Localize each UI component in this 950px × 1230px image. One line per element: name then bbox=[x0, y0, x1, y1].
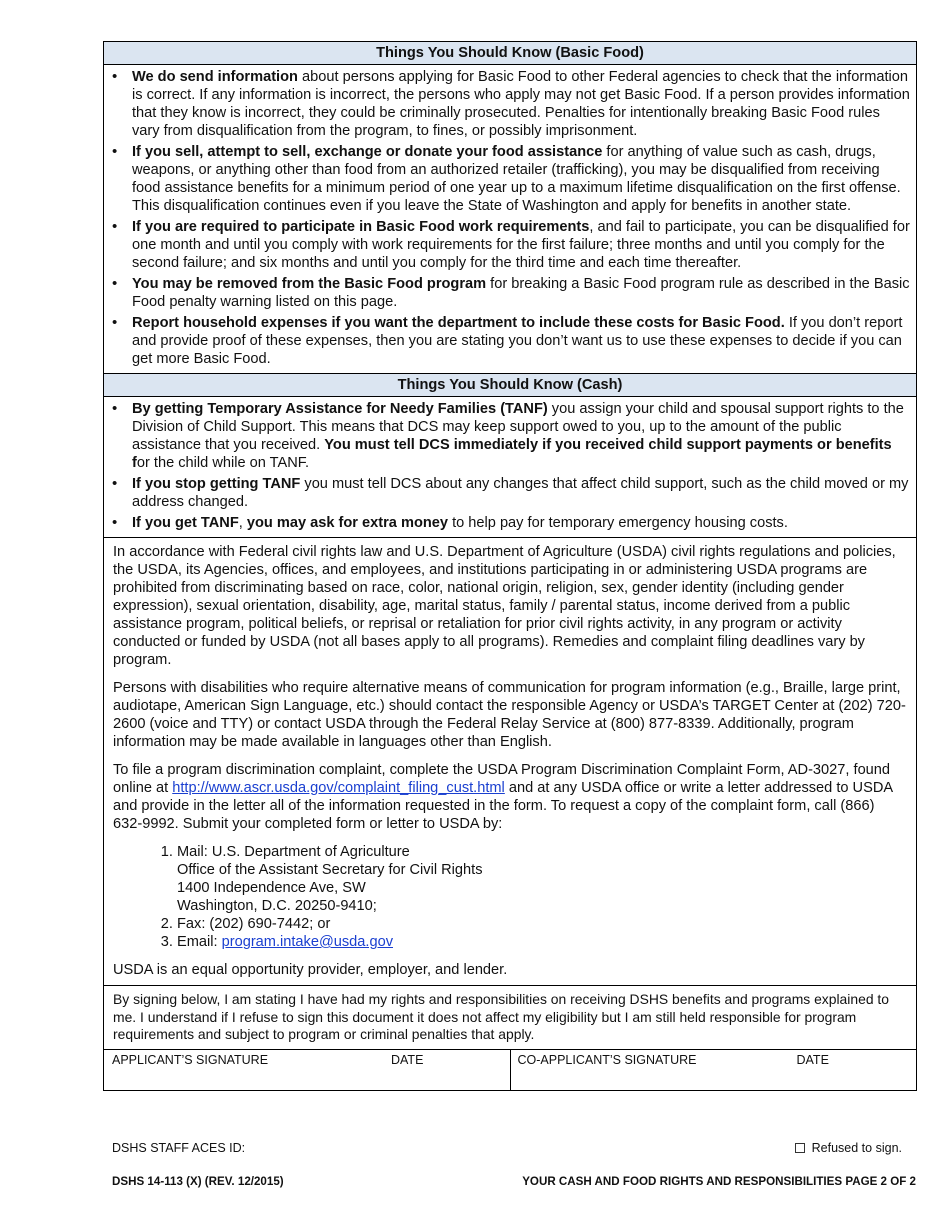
mail-line: 1400 Independence Ave, SW bbox=[177, 880, 366, 896]
mail-line: Office of the Assistant Secretary for Civil Rights bbox=[177, 862, 483, 878]
item-text: If you don’t report and provide proof of these expenses, then you are stating you don’t want us to use these expenses to decide if you can get more Basic Food. bbox=[132, 315, 903, 367]
nondiscrimination-paragraph: In accordance with Federal civil rights law and U.S. Department of Agriculture (USDA) civil rights regulations and policies, the USDA, its Agencies, offices, and employees, and institutions participating in or administering USDA programs are prohibited from discriminating based on race, color, national origin, religion, sex, gender identity (including gender expression), sexual orientation, disability, age, marital status, family / parental status, income derived from a public assistance program, political beliefs, or reprisal or retaliation for prior civil rights activity, in any program or activity conducted or funded by USDA (not all bases apply to all programs). Remedies and complaint filing deadlines vary by program. bbox=[113, 544, 896, 668]
item-bold-lead: If you are required to participate in Basic Food work requirements bbox=[132, 219, 590, 235]
item-bold-lead: If you stop getting TANF bbox=[132, 476, 301, 492]
item-text: , and fail to participate, you can be disqualified for one month and until you comply with work requirements for the first failure; three months and until you comply for the second failure; and six months and until you comply for the third time and each time thereafter. bbox=[132, 219, 910, 271]
list-item bbox=[132, 275, 910, 311]
item-bold-lead: If you get TANF bbox=[132, 515, 239, 531]
list-item bbox=[132, 514, 910, 532]
complaint-text: and at any USDA office or write a letter addressed to USDA and provide in the letter all of the information requested in the form. To request a copy of the complaint form, call (866) 632-9992. Submit your completed form or letter to USDA by: bbox=[113, 780, 893, 832]
signature-row bbox=[104, 1049, 916, 1090]
submission-methods-list bbox=[113, 843, 907, 951]
basic-food-heading: Things You Should Know (Basic Food) bbox=[104, 42, 916, 65]
acknowledgement-text: By signing below, I am stating I have had my rights and responsibilities on receiving DSHS benefits and programs explained to me. I understand if I refuse to sign this document it does not affect my eligibility but I am still held responsible for program requirements and subject to program or criminal penalties that apply. bbox=[104, 985, 916, 1049]
mail-item bbox=[177, 843, 907, 915]
co-applicant-signature-field[interactable] bbox=[510, 1050, 917, 1090]
email-item bbox=[177, 933, 907, 951]
item-bold-lead: You may be removed from the Basic Food program bbox=[132, 276, 487, 292]
complaint-text: To file a program discrimination complaint, complete the USDA Program Discrimination Complaint Form, AD-3027, found online at bbox=[113, 762, 891, 796]
form-frame bbox=[103, 41, 917, 1091]
staff-row bbox=[112, 1139, 902, 1157]
item-text: or the child while on TANF. bbox=[136, 455, 310, 471]
cash-list bbox=[104, 397, 916, 537]
applicant-signature-field[interactable] bbox=[104, 1050, 510, 1090]
complaint-paragraph bbox=[113, 761, 907, 833]
form-id: DSHS 14-113 (X) (REV. 12/2015) bbox=[112, 1175, 284, 1188]
item-text: about persons applying for Basic Food to other Federal agencies to check that the information is correct. If any information is incorrect, the persons who apply may not get Basic Food. If a person provides information that they know is incorrect, they could be criminally prosecuted. Penalties for intentionally breaking Basic Food rules vary from disqualification from the program, to fines, or possibly imprisonment. bbox=[132, 69, 910, 139]
item-text: to help pay for temporary emergency housing costs. bbox=[448, 515, 788, 531]
item-bold-lead: If you sell, attempt to sell, exchange or donate your food assistance bbox=[132, 144, 603, 160]
basic-food-list bbox=[104, 65, 916, 373]
disability-paragraph: Persons with disabilities who require alternative means of communication for program information (e.g., Braille, large print, audiotape, American Sign Language, etc.) should contact the responsible Agency or USDA’s TARGET Center at (202) 720-2600 (voice and TTY) or contact USDA through the Federal Relay Service at (800) 877-8339. Additionally, program information may be made available in languages other than English. bbox=[113, 680, 906, 750]
item-bold-emphasis: you may ask for extra money bbox=[246, 515, 449, 531]
refused-to-sign-option[interactable] bbox=[795, 1139, 902, 1157]
item-text: you must tell DCS about any changes that affect child support, such as the child moved or my address changed. bbox=[132, 476, 909, 510]
item-bold-lead: We do send information bbox=[132, 69, 298, 85]
page-title: YOUR CASH AND FOOD RIGHTS AND RESPONSIBILITIES PAGE 2 OF 2 bbox=[522, 1175, 916, 1188]
applicant-signature-label: APPLICANT’S SIGNATURE bbox=[112, 1052, 269, 1067]
list-item bbox=[132, 218, 910, 272]
item-text: you assign your child and spousal support rights to the Division of Child Support. This means that DCS may keep support owed to you, up to the amount of the public assistance that you received. bbox=[132, 401, 904, 453]
complaint-form-link[interactable]: http://www.ascr.usda.gov/complaint_filing_cust.html bbox=[172, 780, 505, 796]
email-label: Email: bbox=[177, 934, 222, 950]
fax-item: 2. Fax: (202) 690-7442; or bbox=[177, 915, 907, 933]
co-applicant-date-label: DATE bbox=[796, 1052, 829, 1067]
item-bold-lead: By getting Temporary Assistance for Needy Families (TANF) bbox=[132, 401, 548, 417]
item-text: , bbox=[238, 515, 247, 531]
refused-label: Refused to sign. bbox=[811, 1141, 902, 1155]
cash-heading: Things You Should Know (Cash) bbox=[104, 373, 916, 397]
list-item bbox=[132, 68, 910, 140]
list-item bbox=[132, 143, 910, 215]
item-text: for breaking a Basic Food program rule as described in the Basic Food penalty warning listed on this page. bbox=[132, 276, 910, 310]
equal-opportunity-statement: USDA is an equal opportunity provider, employer, and lender. bbox=[113, 962, 508, 978]
list-item bbox=[132, 475, 910, 511]
mail-line: Washington, D.C. 20250-9410; bbox=[177, 898, 377, 914]
list-item bbox=[132, 314, 910, 368]
applicant-date-label: DATE bbox=[391, 1052, 424, 1067]
staff-aces-id-label: DSHS STAFF ACES ID: bbox=[112, 1141, 246, 1155]
item-text: for anything of value such as cash, drugs, weapons, or anything other than food from an authorized retailer (trafficking), you may be disqualified from receiving food assistance benefits for a minimum period of one year up to a maximum lifetime disqualification on the first offense. This disqualification continues even if you leave the State of Washington and apply for benefits in another state. bbox=[132, 144, 901, 214]
list-item bbox=[132, 400, 910, 472]
email-link[interactable]: program.intake@usda.gov bbox=[221, 934, 393, 950]
co-applicant-signature-label: CO-APPLICANT’S SIGNATURE bbox=[517, 1052, 697, 1067]
civil-rights-section bbox=[104, 537, 916, 985]
item-bold-emphasis: You must tell DCS immediately if you received child support payments or benefits f bbox=[132, 437, 892, 471]
item-bold-lead: Report household expenses if you want the department to include these costs for Basic Food. bbox=[132, 315, 785, 331]
mail-line: 1. Mail: U.S. Department of Agriculture bbox=[177, 844, 410, 860]
refused-checkbox[interactable] bbox=[795, 1143, 805, 1153]
